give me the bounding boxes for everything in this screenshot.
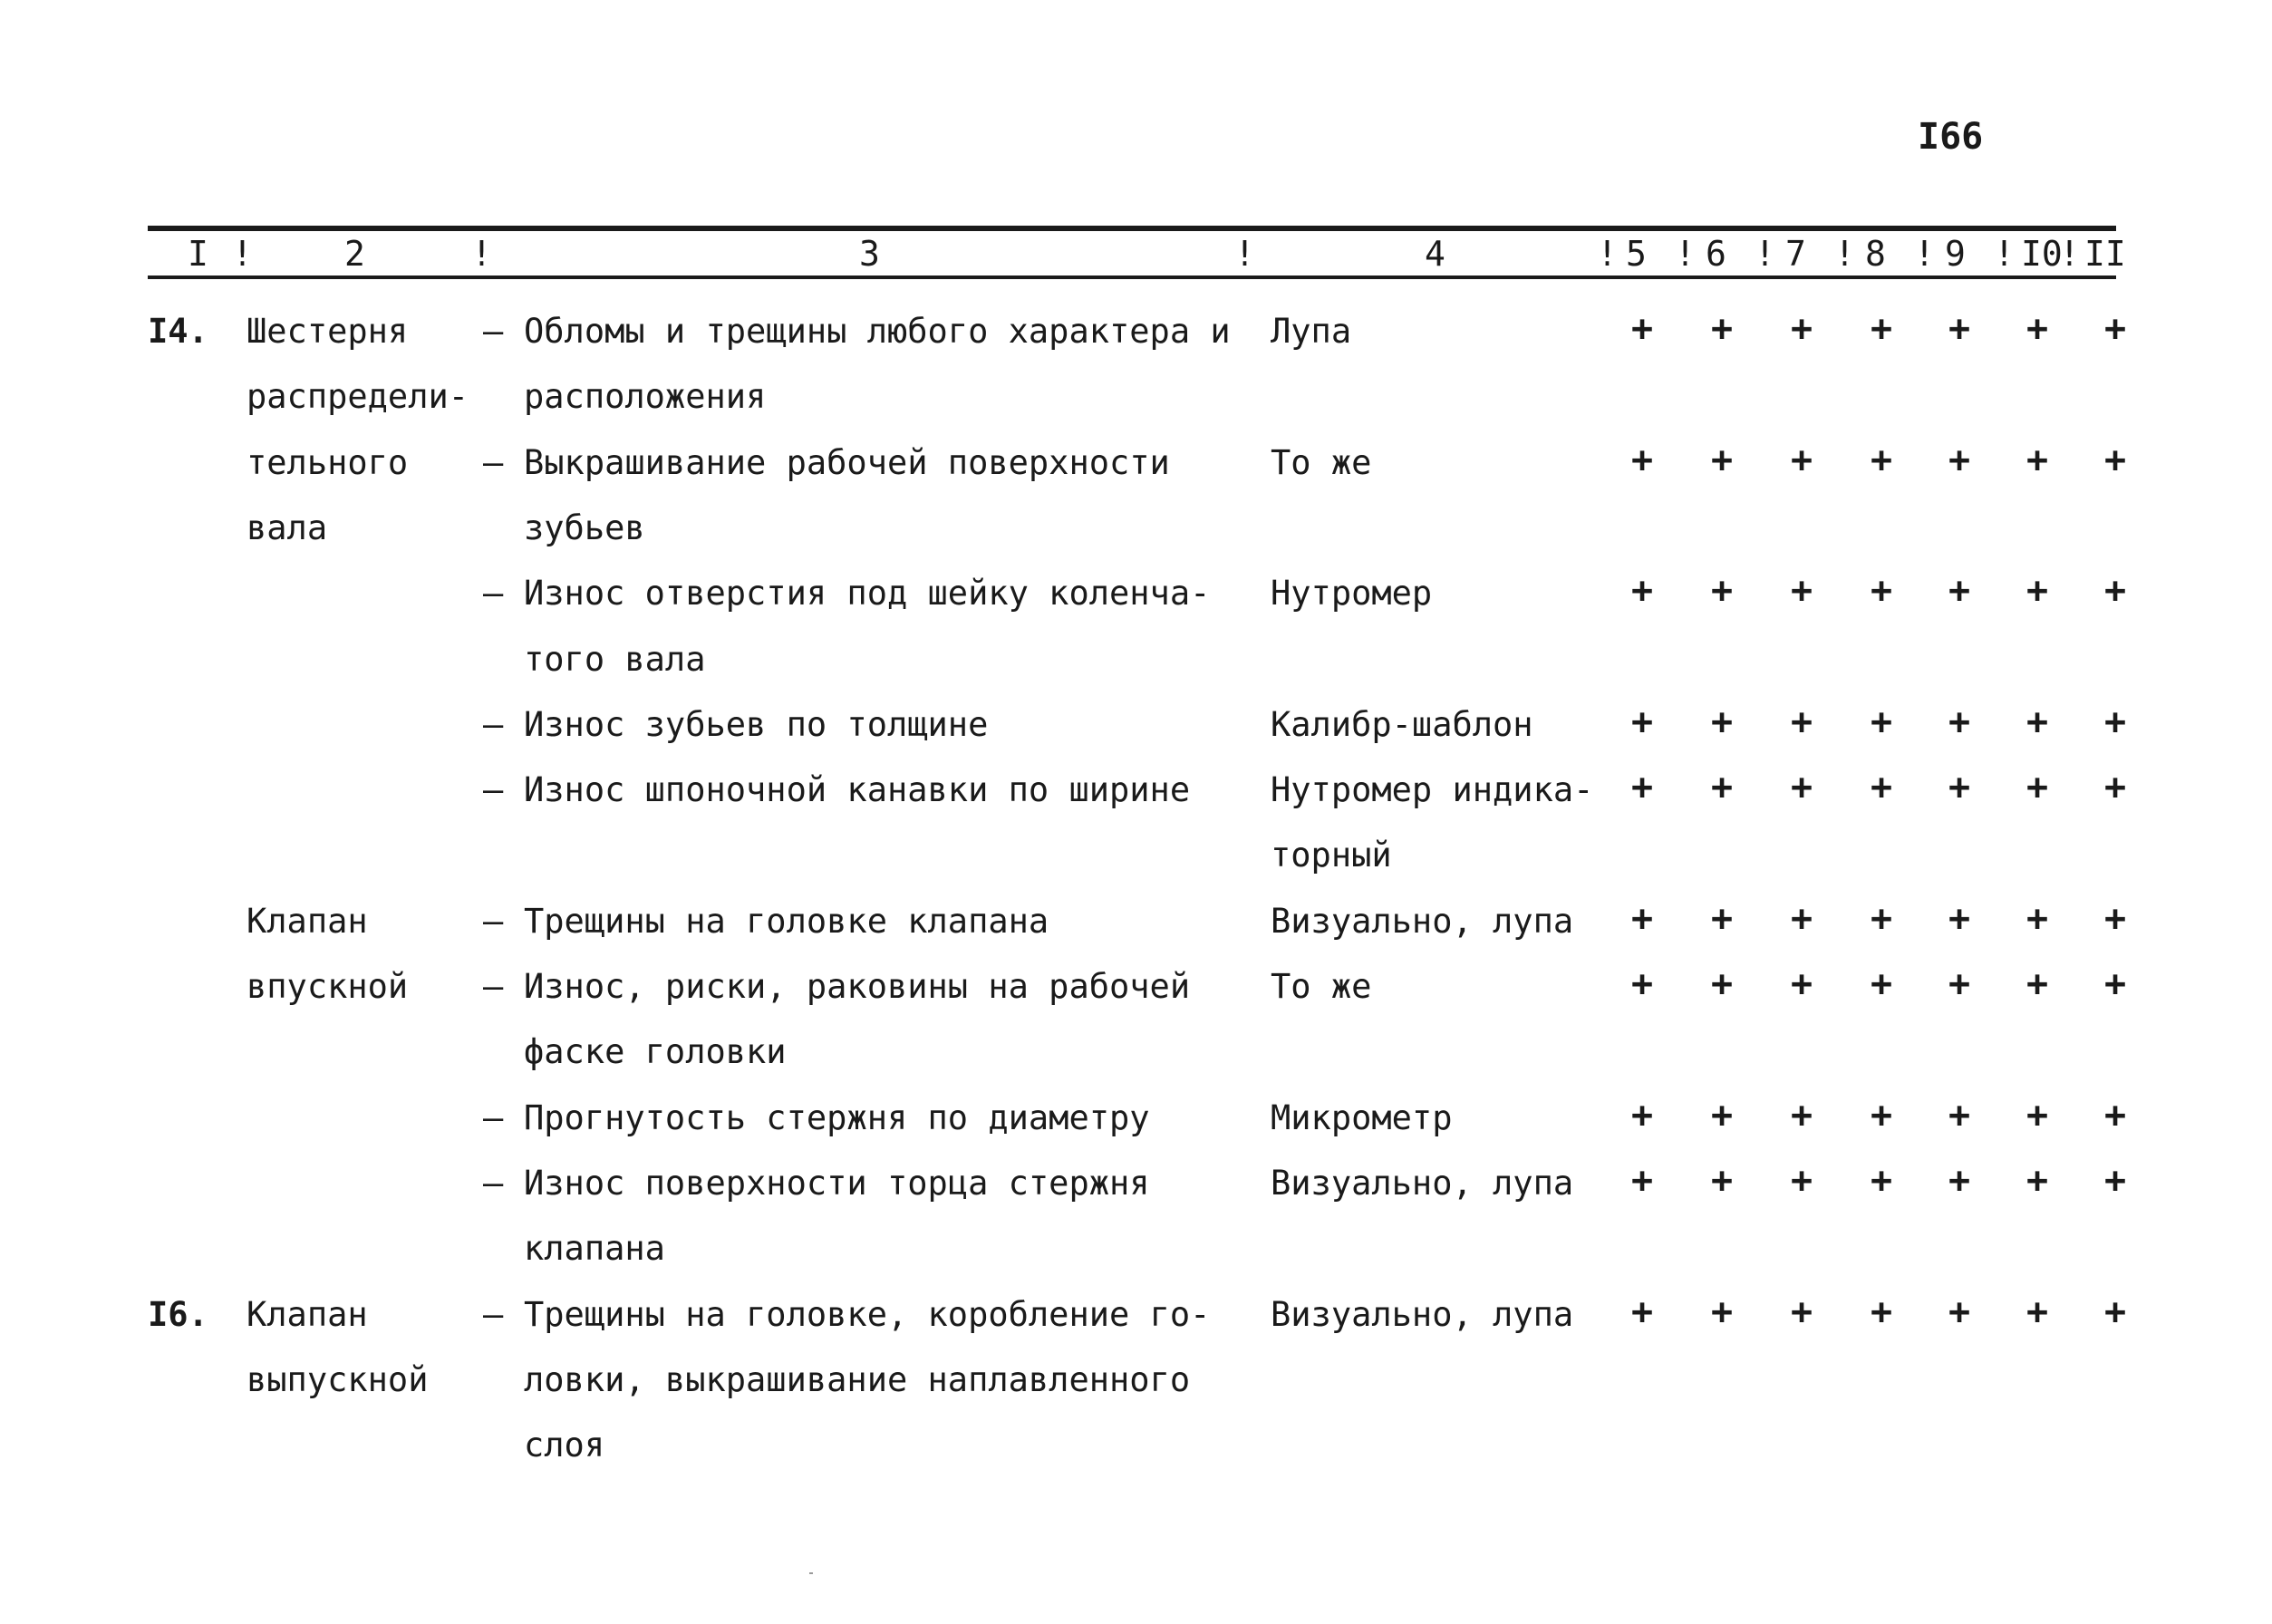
applicability-mark: + bbox=[1790, 963, 1813, 1005]
applicability-mark: + bbox=[1630, 701, 1654, 743]
applicability-mark: + bbox=[1790, 701, 1813, 743]
defect-dash: – bbox=[483, 704, 504, 744]
defect-dash: – bbox=[483, 967, 504, 1006]
column-header-6: 6 bbox=[1706, 234, 1726, 274]
defect-text-line: Износ отверстия под шейку коленча- bbox=[524, 574, 1211, 614]
item-number: I6. bbox=[148, 1294, 208, 1334]
applicability-mark: + bbox=[1948, 897, 1971, 940]
defect-dash: – bbox=[483, 312, 504, 351]
table-header-top-rule bbox=[148, 226, 2116, 231]
inspection-method-line: Лупа bbox=[1271, 312, 1352, 351]
column-separator: ! bbox=[1234, 234, 1255, 274]
column-separator: ! bbox=[1994, 234, 2015, 274]
applicability-mark: + bbox=[1870, 1159, 1893, 1202]
inspection-method-line: Калибр-шаблон bbox=[1271, 704, 1533, 744]
part-name-line: Шестерня bbox=[247, 312, 409, 351]
column-separator: ! bbox=[1914, 234, 1935, 274]
defect-dash: – bbox=[483, 1163, 504, 1203]
applicability-mark: + bbox=[1630, 1094, 1654, 1136]
inspection-method-line: торный bbox=[1271, 836, 1392, 875]
column-separator: ! bbox=[1675, 234, 1696, 274]
applicability-mark: + bbox=[2025, 1159, 2049, 1202]
applicability-mark: + bbox=[1710, 1290, 1734, 1333]
applicability-mark: + bbox=[2103, 1094, 2127, 1136]
column-header-1: I bbox=[188, 234, 208, 274]
page-number: I66 bbox=[1918, 116, 1984, 158]
part-name-line: тельного bbox=[247, 442, 409, 482]
defect-text-line: Трещины на головке клапана bbox=[524, 901, 1049, 941]
applicability-mark: + bbox=[1870, 897, 1893, 940]
applicability-mark: + bbox=[2103, 1159, 2127, 1202]
applicability-mark: + bbox=[1630, 963, 1654, 1005]
applicability-mark: + bbox=[1948, 1094, 1971, 1136]
column-header-8: 8 bbox=[1865, 234, 1886, 274]
defect-dash: – bbox=[483, 770, 504, 810]
applicability-mark: + bbox=[2025, 1094, 2049, 1136]
inspection-method-line: Визуально, лупа bbox=[1271, 901, 1574, 941]
applicability-mark: + bbox=[2103, 897, 2127, 940]
applicability-mark: + bbox=[1630, 439, 1654, 481]
applicability-mark: + bbox=[1948, 1290, 1971, 1333]
defect-text-line: Трещины на головке, коробление го- bbox=[524, 1294, 1211, 1334]
defect-text-line: Износ, риски, раковины на рабочей bbox=[524, 967, 1191, 1006]
applicability-mark: + bbox=[2025, 570, 2049, 613]
applicability-mark: + bbox=[1630, 1290, 1654, 1333]
applicability-mark: + bbox=[1710, 1094, 1734, 1136]
defect-text-line: ловки, выкрашивание наплавленного bbox=[524, 1359, 1191, 1399]
applicability-mark: + bbox=[1630, 897, 1654, 940]
defect-dash: – bbox=[483, 1097, 504, 1137]
column-separator: ! bbox=[1597, 234, 1618, 274]
defect-text-line: Износ зубьев по толщине bbox=[524, 704, 989, 744]
column-separator: ! bbox=[471, 234, 492, 274]
applicability-mark: + bbox=[1870, 701, 1893, 743]
column-header-2: 2 bbox=[344, 234, 365, 274]
inspection-method-line: Нутромер индика- bbox=[1271, 770, 1594, 810]
part-name-line: Клапан bbox=[247, 1294, 368, 1334]
column-header-11: II bbox=[2084, 234, 2126, 274]
applicability-mark: + bbox=[1630, 308, 1654, 350]
defect-dash: – bbox=[483, 442, 504, 482]
applicability-mark: + bbox=[1870, 767, 1893, 809]
column-header-5: 5 bbox=[1626, 234, 1647, 274]
part-name-line: распредели- bbox=[247, 377, 469, 417]
applicability-mark: + bbox=[2025, 1290, 2049, 1333]
defect-text-line: фаске головки bbox=[524, 1032, 787, 1072]
applicability-mark: + bbox=[1630, 1159, 1654, 1202]
applicability-mark: + bbox=[1710, 897, 1734, 940]
applicability-mark: + bbox=[1710, 439, 1734, 481]
item-number: I4. bbox=[148, 312, 208, 351]
applicability-mark: + bbox=[2103, 1290, 2127, 1333]
applicability-mark: + bbox=[1630, 570, 1654, 613]
applicability-mark: + bbox=[2025, 701, 2049, 743]
inspection-method-line: Микрометр bbox=[1271, 1097, 1453, 1137]
applicability-mark: + bbox=[1710, 1159, 1734, 1202]
column-separator: ! bbox=[1834, 234, 1855, 274]
applicability-mark: + bbox=[1948, 570, 1971, 613]
applicability-mark: + bbox=[2103, 701, 2127, 743]
applicability-mark: + bbox=[1948, 701, 1971, 743]
column-separator: ! bbox=[2059, 234, 2080, 274]
column-header-10: I0 bbox=[2021, 234, 2063, 274]
applicability-mark: + bbox=[1870, 308, 1893, 350]
applicability-mark: + bbox=[2103, 439, 2127, 481]
column-header-7: 7 bbox=[1785, 234, 1806, 274]
table-header-bottom-rule bbox=[148, 276, 2116, 279]
applicability-mark: + bbox=[2025, 963, 2049, 1005]
defect-text-line: расположения bbox=[524, 377, 767, 417]
applicability-mark: + bbox=[1790, 570, 1813, 613]
applicability-mark: + bbox=[1948, 439, 1971, 481]
part-name-line: вала bbox=[247, 508, 328, 547]
applicability-mark: + bbox=[2025, 308, 2049, 350]
applicability-mark: + bbox=[2025, 897, 2049, 940]
applicability-mark: + bbox=[2103, 963, 2127, 1005]
column-header-3: 3 bbox=[859, 234, 880, 274]
defect-dash: – bbox=[483, 1294, 504, 1334]
applicability-mark: + bbox=[1710, 963, 1734, 1005]
defect-text-line: Износ поверхности торца стержня bbox=[524, 1163, 1150, 1203]
applicability-mark: + bbox=[1870, 1290, 1893, 1333]
applicability-mark: + bbox=[2103, 308, 2127, 350]
applicability-mark: + bbox=[1710, 701, 1734, 743]
part-name-line: Клапан bbox=[247, 901, 368, 941]
defect-dash: – bbox=[483, 574, 504, 614]
applicability-mark: + bbox=[2103, 570, 2127, 613]
applicability-mark: + bbox=[1948, 767, 1971, 809]
part-name-line: выпускной bbox=[247, 1359, 429, 1399]
applicability-mark: + bbox=[1790, 1094, 1813, 1136]
defect-text-line: Износ шпоночной канавки по ширине bbox=[524, 770, 1191, 810]
defect-text-line: слоя bbox=[524, 1426, 605, 1465]
defect-dash: – bbox=[483, 901, 504, 941]
defect-text-line: Выкрашивание рабочей поверхности bbox=[524, 442, 1170, 482]
inspection-method-line: То же bbox=[1271, 967, 1372, 1006]
scan-speck bbox=[809, 1572, 813, 1574]
applicability-mark: + bbox=[1710, 767, 1734, 809]
applicability-mark: + bbox=[2025, 439, 2049, 481]
applicability-mark: + bbox=[1710, 570, 1734, 613]
inspection-method-line: Нутромер bbox=[1271, 574, 1433, 614]
applicability-mark: + bbox=[1790, 767, 1813, 809]
column-separator: ! bbox=[1755, 234, 1775, 274]
applicability-mark: + bbox=[1790, 1290, 1813, 1333]
column-separator: ! bbox=[232, 234, 253, 274]
defect-text-line: Прогнутость стержня по диаметру bbox=[524, 1097, 1150, 1137]
inspection-method-line: Визуально, лупа bbox=[1271, 1163, 1574, 1203]
applicability-mark: + bbox=[1870, 570, 1893, 613]
defect-text-line: клапана bbox=[524, 1229, 665, 1269]
applicability-mark: + bbox=[1630, 767, 1654, 809]
applicability-mark: + bbox=[1948, 308, 1971, 350]
applicability-mark: + bbox=[1710, 308, 1734, 350]
applicability-mark: + bbox=[1790, 439, 1813, 481]
applicability-mark: + bbox=[1870, 963, 1893, 1005]
applicability-mark: + bbox=[2103, 767, 2127, 809]
applicability-mark: + bbox=[1870, 439, 1893, 481]
inspection-method-line: То же bbox=[1271, 442, 1372, 482]
applicability-mark: + bbox=[2025, 767, 2049, 809]
applicability-mark: + bbox=[1948, 1159, 1971, 1202]
applicability-mark: + bbox=[1948, 963, 1971, 1005]
applicability-mark: + bbox=[1870, 1094, 1893, 1136]
part-name-line: впускной bbox=[247, 967, 409, 1006]
defect-text-line: того вала bbox=[524, 639, 706, 679]
column-header-4: 4 bbox=[1425, 234, 1445, 274]
applicability-mark: + bbox=[1790, 897, 1813, 940]
defect-text-line: Обломы и трещины любого характера и bbox=[524, 312, 1231, 351]
column-header-9: 9 bbox=[1945, 234, 1966, 274]
applicability-mark: + bbox=[1790, 308, 1813, 350]
defect-text-line: зубьев bbox=[524, 508, 645, 547]
applicability-mark: + bbox=[1790, 1159, 1813, 1202]
inspection-method-line: Визуально, лупа bbox=[1271, 1294, 1574, 1334]
